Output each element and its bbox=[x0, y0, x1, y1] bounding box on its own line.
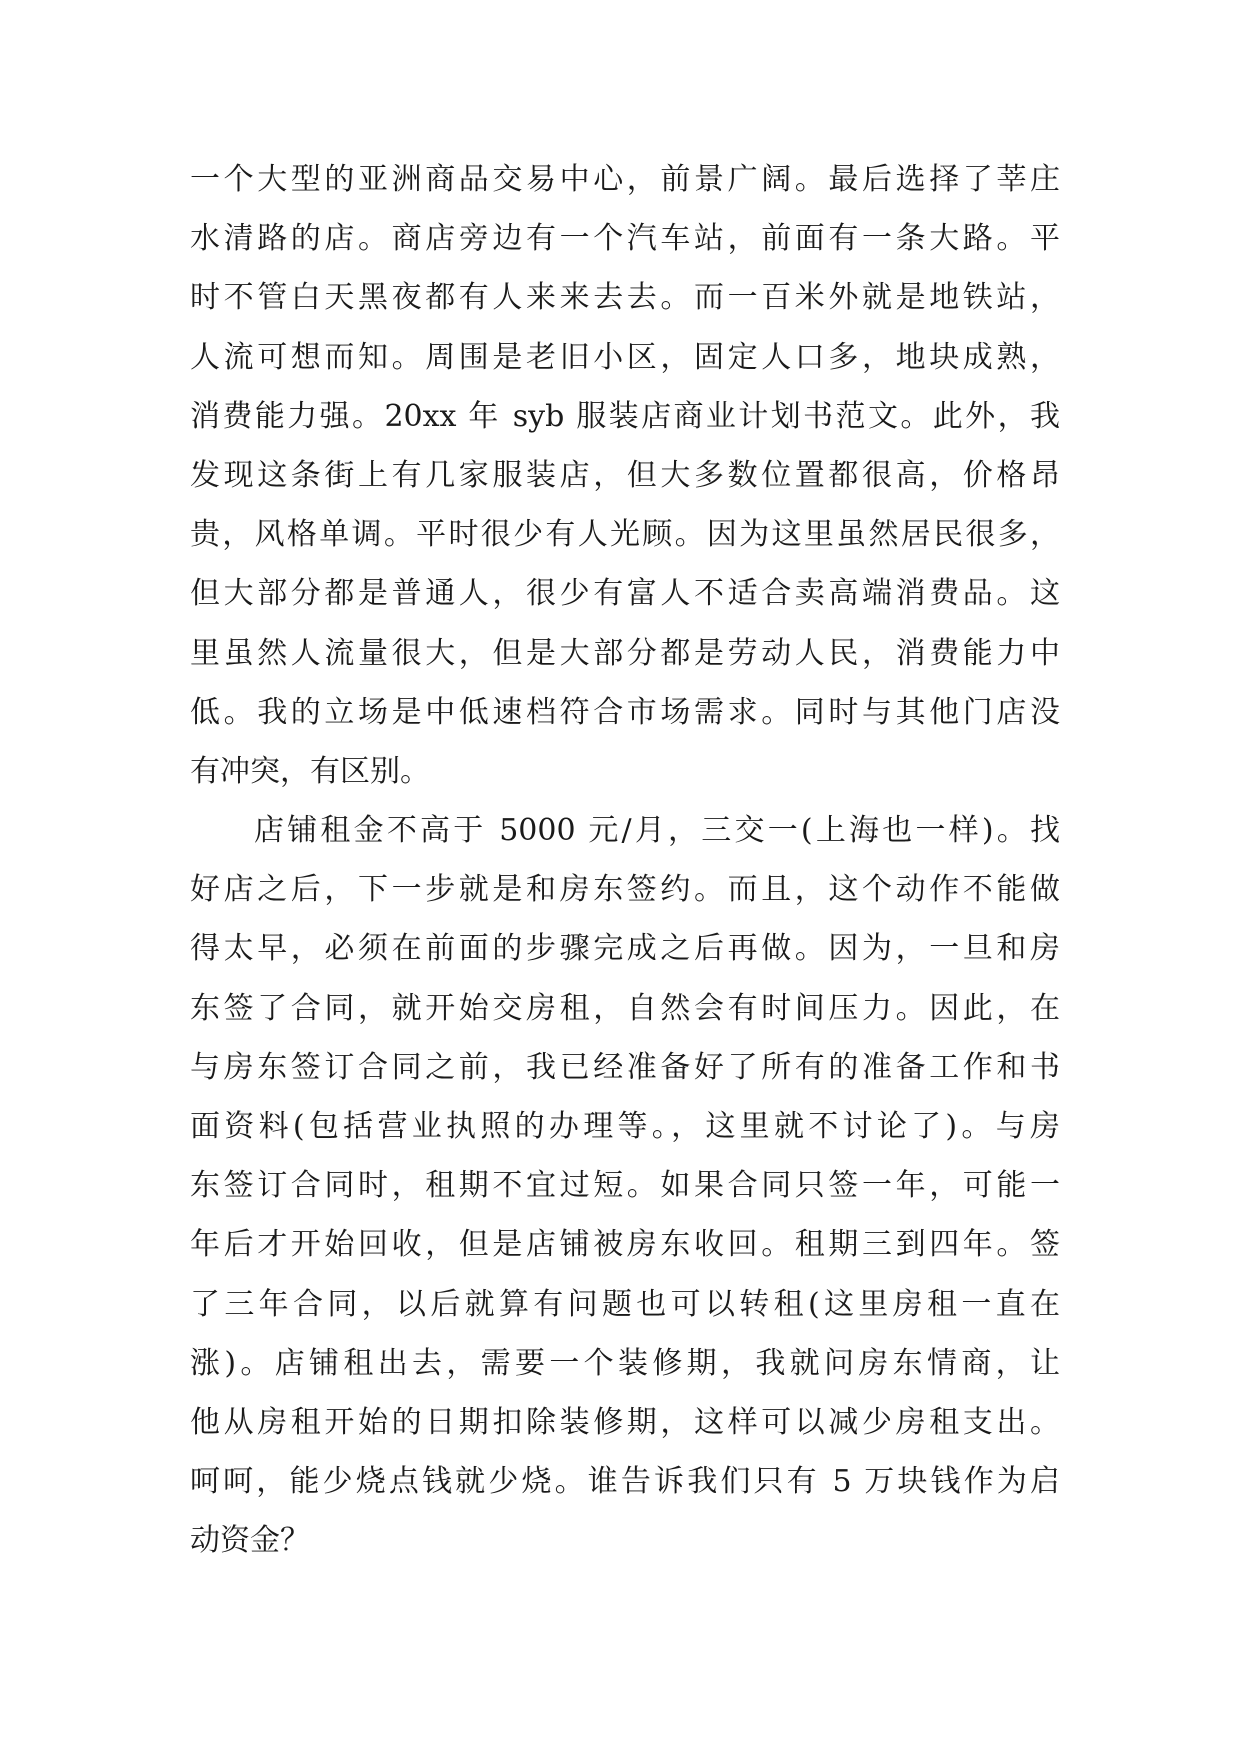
text-line: 与房东签订合同之前，我已经准备好了所有的准备工作和书 bbox=[190, 1049, 1060, 1085]
text-line: 水清路的店。商店旁边有一个汽车站，前面有一条大路。平 bbox=[190, 221, 1060, 257]
text-line: 年后才开始回收，但是店铺被房东收回。租期三到四年。签 bbox=[190, 1227, 1060, 1263]
document-body bbox=[190, 150, 1060, 1571]
text-line: 人流可想而知。周围是老旧小区，固定人口多，地块成熟， bbox=[190, 339, 1060, 375]
text-line: 里虽然人流量很大，但是大部分都是劳动人民，消费能力中 bbox=[190, 635, 1060, 671]
text-line: 但大部分都是普通人，很少有富人不适合卖高端消费品。这 bbox=[190, 576, 1060, 612]
text-line: 有冲突，有区别。 bbox=[190, 753, 430, 789]
text-line: 消费能力强。20xx 年 syb 服装店商业计划书范文。此外，我 bbox=[190, 398, 1060, 434]
text-line: 贵，风格单调。平时很少有人光顾。因为这里虽然居民很多， bbox=[190, 517, 1060, 553]
text-line: 了三年合同，以后就算有问题也可以转租(这里房租一直在 bbox=[190, 1286, 1060, 1322]
text-line: 得太早，必须在前面的步骤完成之后再做。因为，一旦和房 bbox=[190, 931, 1060, 967]
text-line: 店铺租金不高于 5000 元/月，三交一(上海也一样)。找 bbox=[254, 813, 1060, 849]
text-line: 东签订合同时，租期不宜过短。如果合同只签一年，可能一 bbox=[190, 1168, 1060, 1204]
text-line: 一个大型的亚洲商品交易中心，前景广阔。最后选择了莘庄 bbox=[190, 162, 1060, 197]
text-line: 动资金？ bbox=[190, 1523, 310, 1559]
text-line: 呵呵，能少烧点钱就少烧。谁告诉我们只有 5 万块钱作为启 bbox=[190, 1464, 1060, 1500]
text-line: 东签了合同，就开始交房租，自然会有时间压力。因此，在 bbox=[190, 990, 1060, 1026]
text-line: 涨)。店铺租出去，需要一个装修期，我就问房东情商，让 bbox=[190, 1345, 1060, 1381]
text-line: 低。我的立场是中低速档符合市场需求。同时与其他门店没 bbox=[190, 694, 1060, 730]
text-line: 好店之后，下一步就是和房东签约。而且，这个动作不能做 bbox=[190, 872, 1060, 908]
text-line: 面资料(包括营业执照的办理等。，这里就不讨论了)。与房 bbox=[190, 1109, 1060, 1144]
text-line: 发现这条街上有几家服装店，但大多数位置都很高，价格昂 bbox=[190, 457, 1060, 493]
text-line: 时不管白天黑夜都有人来来去去。而一百米外就是地铁站， bbox=[190, 280, 1060, 316]
text-line: 他从房租开始的日期扣除装修期，这样可以减少房租支出。 bbox=[190, 1404, 1060, 1440]
